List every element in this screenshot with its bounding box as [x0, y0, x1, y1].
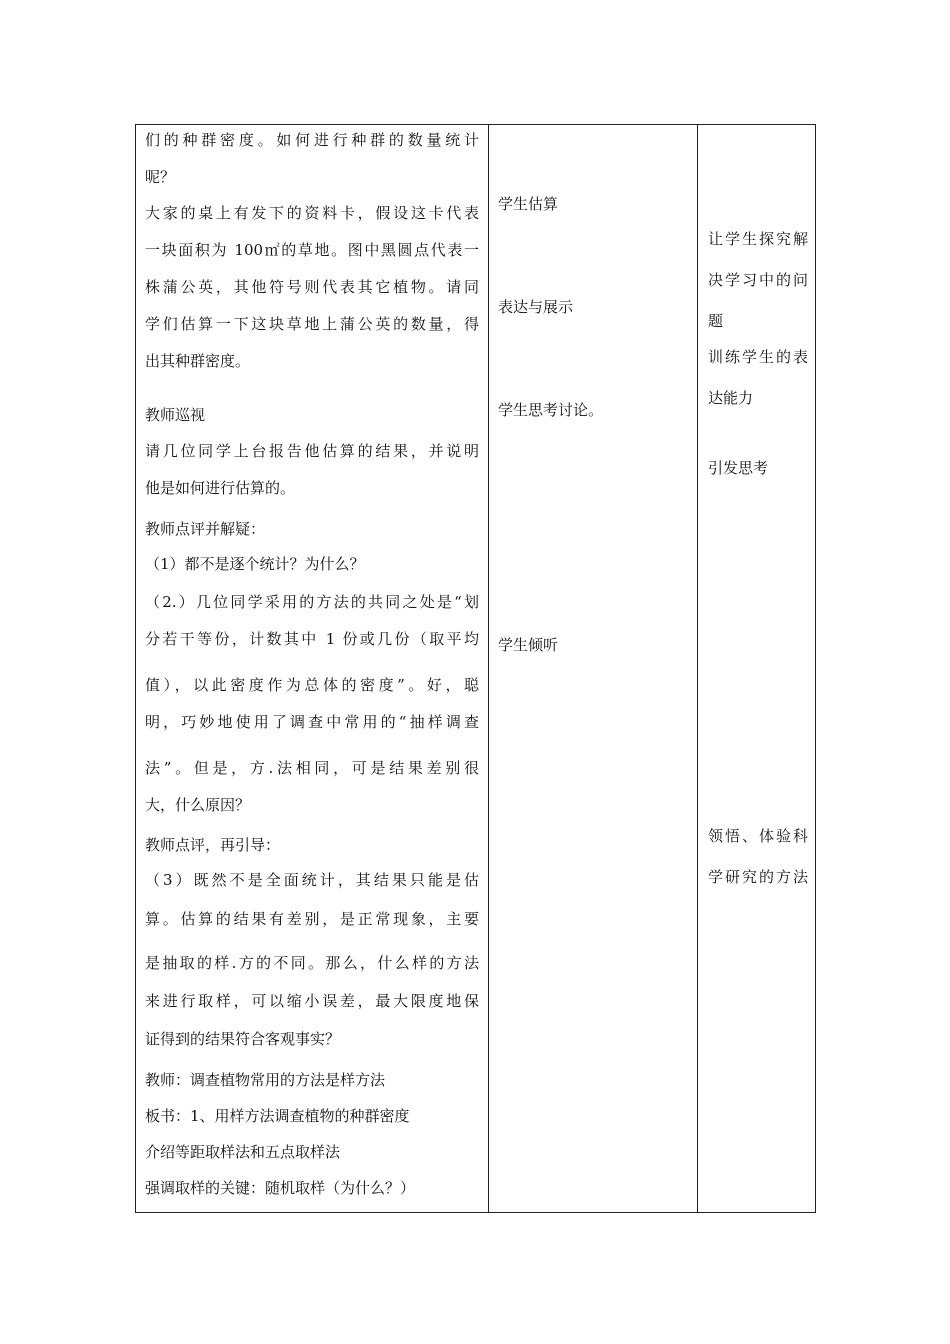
text-line: 教师点评并解疑：: [145, 520, 266, 538]
text-line: 呢？: [145, 168, 176, 186]
text-line: 决学习中的问: [708, 271, 808, 289]
text-line: 训练学生的表: [708, 348, 808, 366]
text-line: 引发思考: [708, 459, 769, 477]
text-line: 他是如何进行估算的。: [145, 479, 296, 497]
text-line: 株蒲公英，其他符号则代表其它植物。请同: [145, 278, 479, 296]
text-line: 学生估算: [498, 195, 559, 213]
text-line: 出其种群密度。: [145, 352, 251, 370]
text-line: 学们估算一下这块草地上蒲公英的数量，得: [145, 315, 479, 333]
text-line: 一块面积为 100㎡的草地。图中黑圆点代表一: [145, 241, 479, 259]
text-line: 介绍等距取样法和五点取样法: [145, 1143, 341, 1161]
text-line: 题: [708, 312, 724, 330]
text-line: 是抽取的样.方的不同。那么，什么样的方法: [145, 954, 479, 972]
text-line: 学生思考讨论。: [498, 401, 604, 419]
text-line: （1）都不是逐个统计？为什么？: [145, 555, 365, 573]
text-line: 明，巧妙地使用了调查中常用的“抽样调查: [145, 713, 479, 731]
text-line: 证得到的结果符合客观事实？: [145, 1030, 341, 1048]
text-line: 让学生探究解: [708, 230, 808, 248]
text-line: 教师巡视: [145, 406, 206, 424]
text-line: 教师点评，再引导：: [145, 836, 281, 854]
text-line: 教师：调查植物常用的方法是样方法: [145, 1071, 386, 1089]
lesson-table: [135, 124, 816, 1213]
text-line: 大，什么原因？: [145, 796, 251, 814]
text-line: 算。估算的结果有差别，是正常现象，主要: [145, 910, 479, 928]
text-line: （2.）几位同学采用的方法的共同之处是“划: [145, 593, 479, 611]
text-line: 板书：1、用样方法调查植物的种群密度: [145, 1107, 410, 1125]
text-line: 学生倾听: [498, 636, 559, 654]
column-divider: [697, 125, 698, 1212]
text-line: 领悟、体验科: [708, 827, 808, 845]
column-divider: [488, 125, 489, 1212]
text-line: 们的种群密度。如何进行种群的数量统计: [145, 131, 479, 149]
text-line: 来进行取样，可以缩小误差，最大限度地保: [145, 992, 479, 1010]
text-line: 大家的桌上有发下的资料卡，假设这卡代表: [145, 204, 479, 222]
text-line: 值），以此密度作为总体的密度”。好，聪: [145, 676, 479, 694]
text-line: 法”。但是，方.法相同，可是结果差别很: [145, 759, 479, 777]
text-line: 强调取样的关键：随机取样（为什么？）: [145, 1179, 416, 1197]
text-line: 请几位同学上台报告他估算的结果，并说明: [145, 442, 479, 460]
text-line: 学研究的方法: [708, 868, 808, 886]
text-line: 分若干等份，计数其中 1 份或几份（取平均: [145, 630, 479, 648]
text-line: （3）既然不是全面统计，其结果只能是估: [145, 871, 479, 889]
text-line: 达能力: [708, 389, 754, 407]
text-line: 表达与展示: [498, 298, 574, 316]
